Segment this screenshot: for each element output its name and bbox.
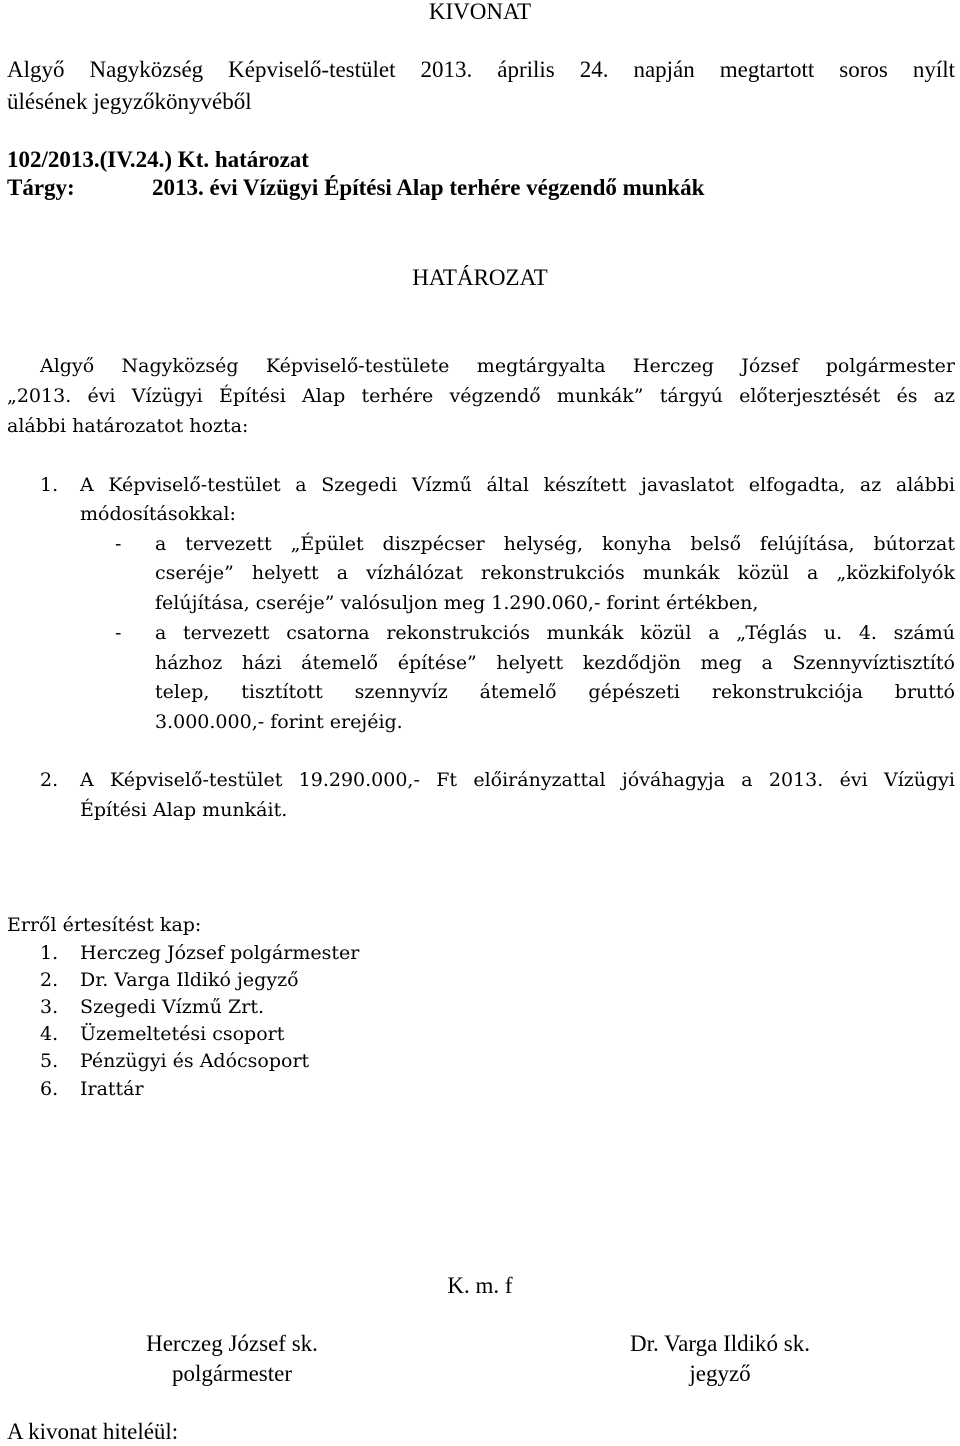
- para-line-3: alábbi határozatot hozta:: [7, 415, 249, 437]
- intro-line-1: Algyő Nagyközség Képviselő-testület 2013. április 24. napján megtartott soros nyílt: [7, 57, 955, 82]
- notify-item-text: Herczeg József polgármester: [80, 942, 360, 964]
- notify-item-text: Üzemeltetési csoport: [80, 1023, 285, 1045]
- notify-item-number: 3.: [40, 996, 59, 1018]
- signature-left-name: Herczeg József sk.: [146, 1331, 318, 1356]
- notify-item-number: 4.: [40, 1023, 59, 1045]
- subject-label: Tárgy:: [7, 175, 75, 200]
- notify-item-number: 2.: [40, 969, 59, 991]
- signature-right-name: Dr. Varga Ildikó sk.: [630, 1331, 810, 1356]
- resolution-heading: HATÁROZAT: [412, 265, 548, 290]
- notify-label: Erről értesítést kap:: [7, 914, 202, 936]
- signature-right-title: jegyző: [689, 1361, 751, 1386]
- bullet-2-line-3: telep, tisztított szennyvíz átemelő gépészeti rekonstrukciója bruttó: [155, 681, 955, 703]
- intro-line-2: ülésének jegyzőkönyvéből: [7, 89, 252, 114]
- notify-item-number: 5.: [40, 1050, 59, 1072]
- notify-item-text: Dr. Varga Ildikó jegyző: [80, 969, 299, 991]
- item-2-line-1: A Képviselő-testület 19.290.000,- Ft előirányzattal jóváhagyja a 2013. évi Vízügyi: [80, 769, 955, 791]
- notify-item-number: 1.: [40, 942, 59, 964]
- bullet-1-line-2: cseréje” helyett a vízhálózat rekonstrukciós munkák közül a „közkifolyók: [155, 562, 955, 584]
- notify-item-text: Szegedi Vízmű Zrt.: [80, 996, 265, 1018]
- bullet-2-line-1: a tervezett csatorna rekonstrukciós munkák közül a „Téglás u. 4. számú: [155, 622, 955, 644]
- item-2-number: 2.: [40, 769, 59, 791]
- bullet-1-line-3: felújítása, cseréje” valósuljon meg 1.290.060,- forint értékben,: [155, 592, 759, 614]
- document-title: KIVONAT: [428, 0, 532, 24]
- notify-item-number: 6.: [40, 1078, 59, 1100]
- bullet-2-line-4: 3.000.000,- forint erejéig.: [155, 711, 403, 733]
- item-1-line-2: módosításokkal:: [80, 503, 236, 525]
- notify-item-text: Pénzügyi és Adócsoport: [80, 1050, 310, 1072]
- item-2-line-2: Építési Alap munkáit.: [80, 799, 288, 821]
- bullet-1-dash: -: [115, 533, 122, 555]
- bullet-2-dash: -: [115, 622, 122, 644]
- item-1-number: 1.: [40, 474, 59, 496]
- bullet-1-line-1: a tervezett „Épület diszpécser helység, konyha belső felújítása, bútorzat: [155, 533, 955, 555]
- item-1-line-1: A Képviselő-testület a Szegedi Vízmű által készített javaslatot elfogadta, az alábbi: [80, 474, 955, 496]
- signature-left-title: polgármester: [171, 1361, 293, 1386]
- footer-authentication: A kivonat hiteléül:: [7, 1419, 179, 1444]
- bullet-2-line-2: házhoz házi átemelő építése” helyett kezdődjön meg a Szennyvíztisztító: [155, 652, 955, 674]
- para-line-1: Algyő Nagyközség Képviselő-testülete megtárgyalta Herczeg József polgármester: [40, 355, 955, 377]
- subject-text: 2013. évi Vízügyi Építési Alap terhére végzendő munkák: [152, 175, 705, 200]
- resolution-number: 102/2013.(IV.24.) Kt. határozat: [7, 147, 309, 172]
- kmf-label: K. m. f: [447, 1273, 513, 1298]
- notify-item-text: Irattár: [80, 1078, 144, 1100]
- para-line-2: „2013. évi Vízügyi Építési Alap terhére végzendő munkák” tárgyú előterjesztését és az: [7, 385, 955, 407]
